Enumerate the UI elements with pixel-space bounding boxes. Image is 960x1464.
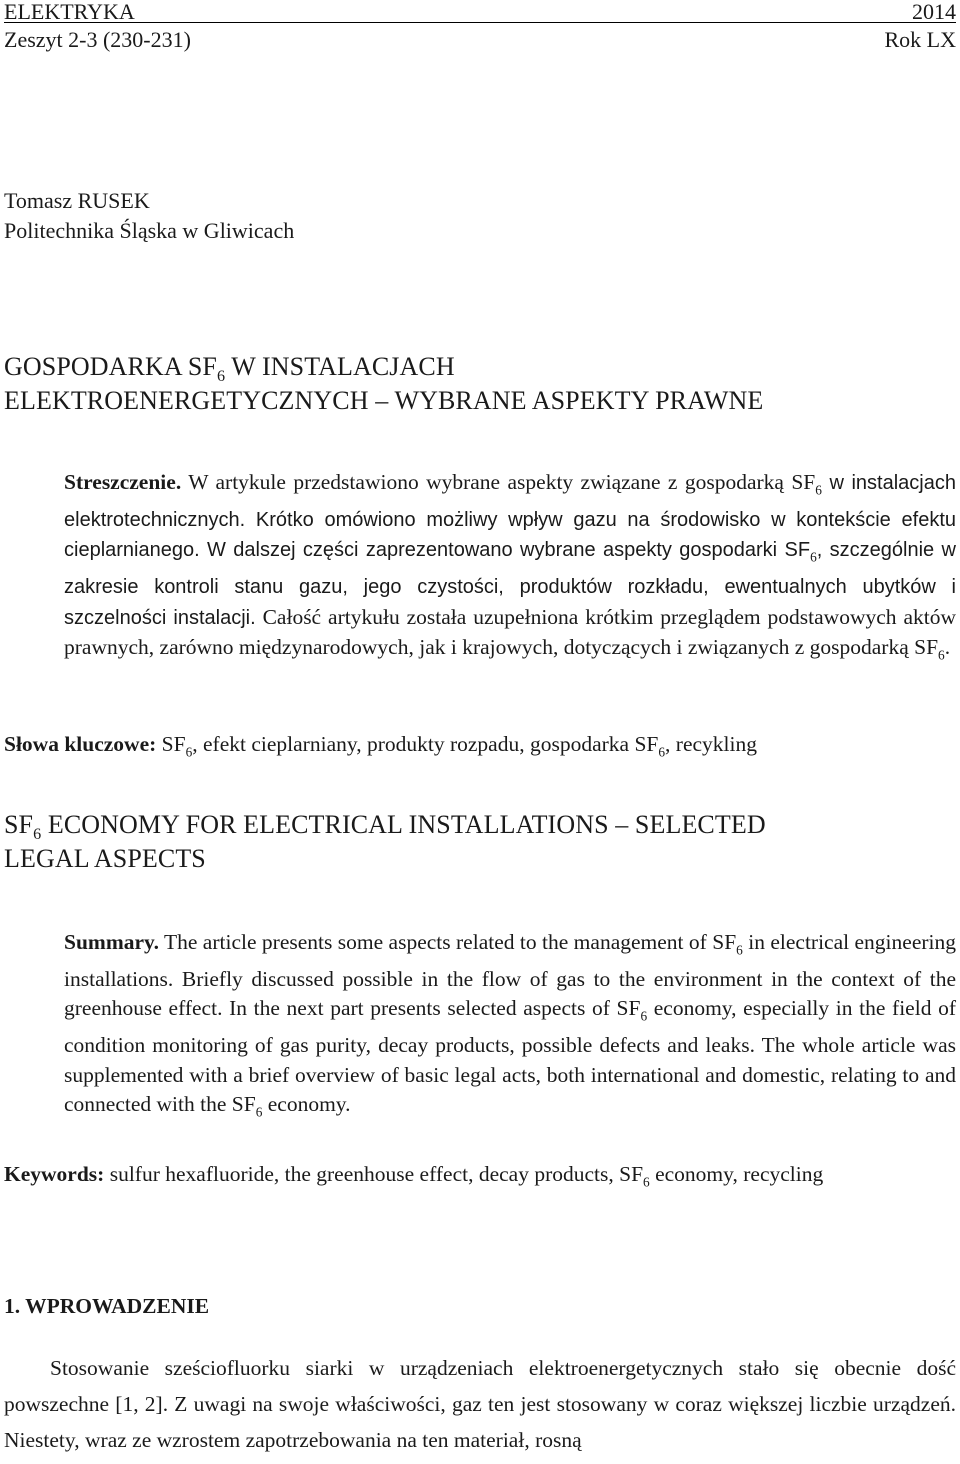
journal-year: 2014 xyxy=(912,0,956,24)
journal-volume: Rok LX xyxy=(884,27,956,52)
keywords-en-t2: economy, recycling xyxy=(649,1162,824,1186)
keywords-pl-label: Słowa kluczowe: xyxy=(4,732,157,756)
sf6-subscript: 6 xyxy=(643,1174,650,1190)
sf6-subscript: 6 xyxy=(736,942,743,958)
abstract-pl-t1: W artykule przedstawiono wybrane aspekty związane z gospodarką SF xyxy=(181,470,816,494)
author-affiliation: Politechnika Śląska w Gliwicach xyxy=(4,218,295,243)
keywords-pl xyxy=(4,732,757,760)
abstract-pl-t2: w instalacjach elektrotechnicznych. xyxy=(64,472,956,531)
keywords-en-label: Keywords: xyxy=(4,1162,105,1186)
summary-en-t2: in electrical engineering installations. Briefly discussed possible in the flow of gas to the environment in the context of the greenhouse effect. In the next part presents selected aspects of SF xyxy=(64,930,956,1021)
abstract-pl-t5: Całość artykułu została uzupełniona krótkim przeglądem podstawowych aktów prawnych, zarówno międzynarodowych, jak i krajowych, dotyczących i związanych z gospodarką SF xyxy=(64,604,956,660)
abstract-pl-label: Streszczenie. xyxy=(64,470,182,494)
keywords-pl-t3: , recykling xyxy=(665,732,757,756)
sf6-subscript: 6 xyxy=(658,744,666,760)
keywords-pl-t1: SF xyxy=(156,732,186,756)
abstract-pl-t6: . xyxy=(944,635,951,660)
abstract-pl-t4: , szczególnie w zakresie kontroli stanu gazu, jego czystości, produktów rozkładu, ewentualnych ubytków i szczelności instalacji. xyxy=(64,539,956,629)
title-en-line2: LEGAL ASPECTS xyxy=(4,844,206,873)
summary-en-t1: The article presents some aspects related to the management of SF xyxy=(158,930,737,954)
title-pl-line2: ELEKTROENERGETYCZNYCH – WYBRANE ASPEKTY PRAWNE xyxy=(4,386,764,415)
sf6-subscript: 6 xyxy=(255,1104,263,1120)
section-heading: 1. WPROWADZENIE xyxy=(4,1294,210,1318)
title-en-line1 xyxy=(4,810,766,844)
header-rule xyxy=(4,22,956,23)
abstract-pl xyxy=(64,468,956,670)
title-pl-text-b: W INSTALACJACH xyxy=(225,352,455,381)
keywords-pl-t2: , efekt cieplarniany, produkty rozpadu, gospodarka SF xyxy=(192,732,659,756)
summary-en xyxy=(64,928,956,1127)
author-name: Tomasz RUSEK xyxy=(4,188,150,213)
section-body: Stosowanie sześciofluorku siarki w urządzeniach elektroenergetycznych stało się obecnie dość powszechne [1, 2]. Z uwagi na swoje właściwości, gaz ten jest stosowany w coraz większej liczbie urządzeń. Niestety, wraz ze wzrostem zapotrzebowania na ten materiał, rosną xyxy=(4,1356,956,1452)
title-en-text-a: SF xyxy=(4,810,34,839)
summary-en-t4: economy. xyxy=(262,1092,351,1117)
sf6-subscript: 6 xyxy=(815,482,822,498)
title-en-text-b: ECONOMY FOR ELECTRICAL INSTALLATIONS – SELECTED xyxy=(41,810,766,839)
keywords-en xyxy=(4,1160,956,1197)
journal-name: ELEKTRYKA xyxy=(4,0,135,24)
journal-issue: Zeszyt 2-3 (230-231) xyxy=(4,27,191,52)
sf6-subscript: 6 xyxy=(640,1008,648,1024)
keywords-en-t1: sulfur hexafluoride, the greenhouse effect, decay products, SF xyxy=(104,1162,644,1186)
abstract-pl-t3: Krótko omówiono możliwy wpływ gazu na środowisko w kontekście efektu cieplarnianego. W dalszej części zaprezentowano wybrane aspekty gospodarki SF xyxy=(64,508,956,562)
title-pl-text-a: GOSPODARKA SF xyxy=(4,352,217,381)
title-pl-subscript: 6 xyxy=(216,368,226,386)
title-en-subscript: 6 xyxy=(33,826,42,844)
sf6-subscript: 6 xyxy=(185,744,193,760)
title-pl-line1 xyxy=(4,352,455,386)
sf6-subscript: 6 xyxy=(938,647,945,663)
sf6-subscript: 6 xyxy=(810,549,817,565)
summary-en-t3: economy, especially in the field of condition monitoring of gas purity, decay products, possible defects and leaks. The whole article was supplemented with a brief overview of basic legal acts, both international and domestic, relating to and connected with the SF xyxy=(64,996,956,1117)
summary-en-label: Summary. xyxy=(64,930,159,954)
